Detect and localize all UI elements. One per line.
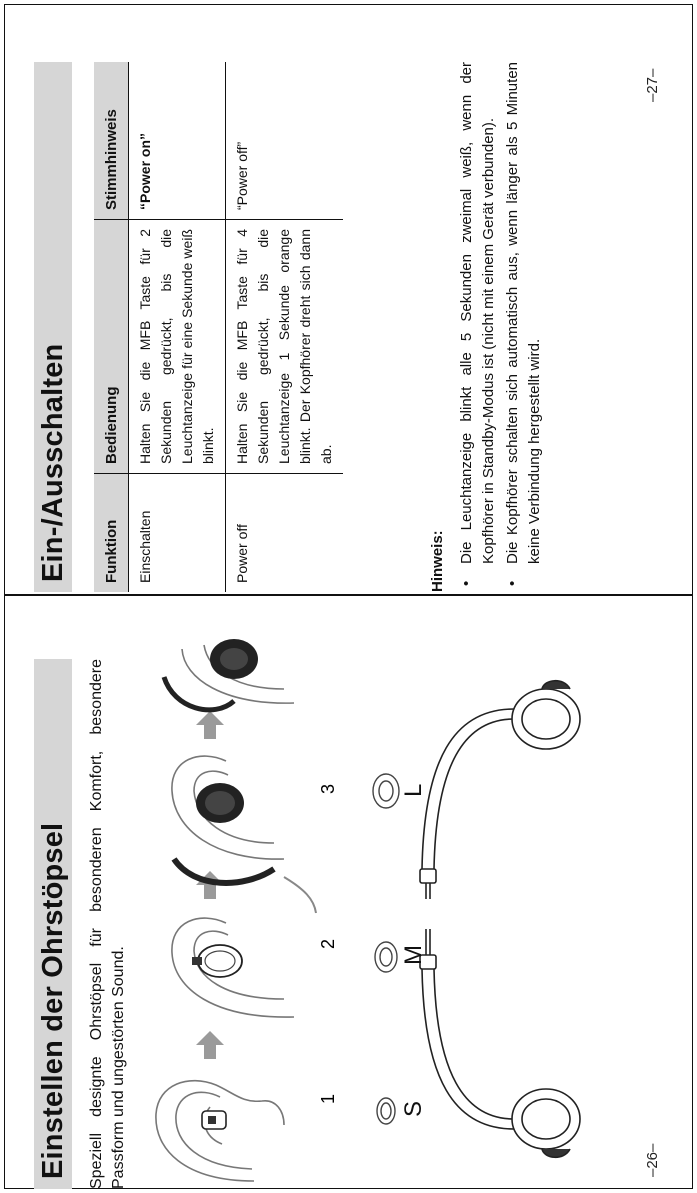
earhook-image xyxy=(174,859,274,883)
arrow-right-icon xyxy=(196,711,224,739)
page-ein-ausschalten xyxy=(4,4,693,592)
col-header-bedienung: Bedienung xyxy=(94,220,129,474)
step-number: 3 xyxy=(318,783,338,794)
page-ohrstoepsel xyxy=(4,594,693,1189)
hinweis-heading: Hinweis: xyxy=(429,530,446,592)
col-header-funktion: Funktion xyxy=(94,474,129,593)
ear-tip-medium-icon xyxy=(375,942,397,972)
rotate-arrow-icon xyxy=(284,877,316,913)
cell-bedienung: Halten Sie die MFB Taste für 2 Sekunden gedrückt, bis die Leuchtanzeige für eine Sekunde weiß blinkt. xyxy=(129,220,226,474)
cell-funktion: Einschalten xyxy=(129,474,226,593)
earbud-icon xyxy=(202,1111,226,1129)
hinweis-list xyxy=(456,62,548,592)
table-header-row xyxy=(94,62,129,592)
list-item: • Die Kopfhörer schalten sich automatisch aus, wenn länger als 5 Minuten keine Verbindung hergestellt wird. xyxy=(502,62,546,564)
step-number: 2 xyxy=(318,938,338,949)
ear-step-1-image xyxy=(156,1081,284,1181)
page-number: –26– xyxy=(644,1143,661,1177)
step-number: 1 xyxy=(318,1093,338,1104)
cell-stimmhinweis: “Power on” xyxy=(129,62,226,220)
size-label-l: L xyxy=(400,783,427,797)
arrow-right-icon xyxy=(196,1031,224,1059)
ear-tip-small-icon xyxy=(377,1098,395,1124)
ear-tip-large-icon xyxy=(373,774,399,808)
cell-bedienung: Halten Sie die MFB Taste für 4 Sekunden gedrückt, bis die Leuchtanzeige 1 Sekunde orange blinkt. Der Kopfhörer dreht sich dann ab. xyxy=(226,220,344,474)
table-row xyxy=(129,62,226,592)
page-number: –27– xyxy=(644,68,661,102)
col-header-stimmhinweis: Stimmhinweis xyxy=(94,62,129,220)
page-title: Ein-/Ausschalten xyxy=(34,62,72,592)
function-table xyxy=(94,62,343,592)
cell-funktion: Power off xyxy=(226,474,344,593)
page-title: Einstellen der Ohrstöpsel xyxy=(34,659,72,1189)
earbud-icon xyxy=(196,783,244,823)
intro-text: Speziell designte Ohrstöpsel für besonderen Komfort, besondere Passform und ungestörten Sound. xyxy=(88,659,127,1189)
fitting-steps-illustration xyxy=(134,629,374,1189)
earbud-icon xyxy=(210,639,258,679)
table-row xyxy=(226,62,344,592)
cell-stimmhinweis: “Power off” xyxy=(226,62,344,220)
size-label-m: M xyxy=(400,945,427,965)
earphones-image xyxy=(420,681,580,1158)
earbud-icon xyxy=(192,945,242,977)
list-item: • Die Leuchtanzeige blinkt alle 5 Sekunden zweimal weiß, wenn der Kopfhörer in Standby-Modus ist (nicht mit einem Gerät verbunden). xyxy=(456,62,500,564)
size-label-s: S xyxy=(400,1100,427,1117)
